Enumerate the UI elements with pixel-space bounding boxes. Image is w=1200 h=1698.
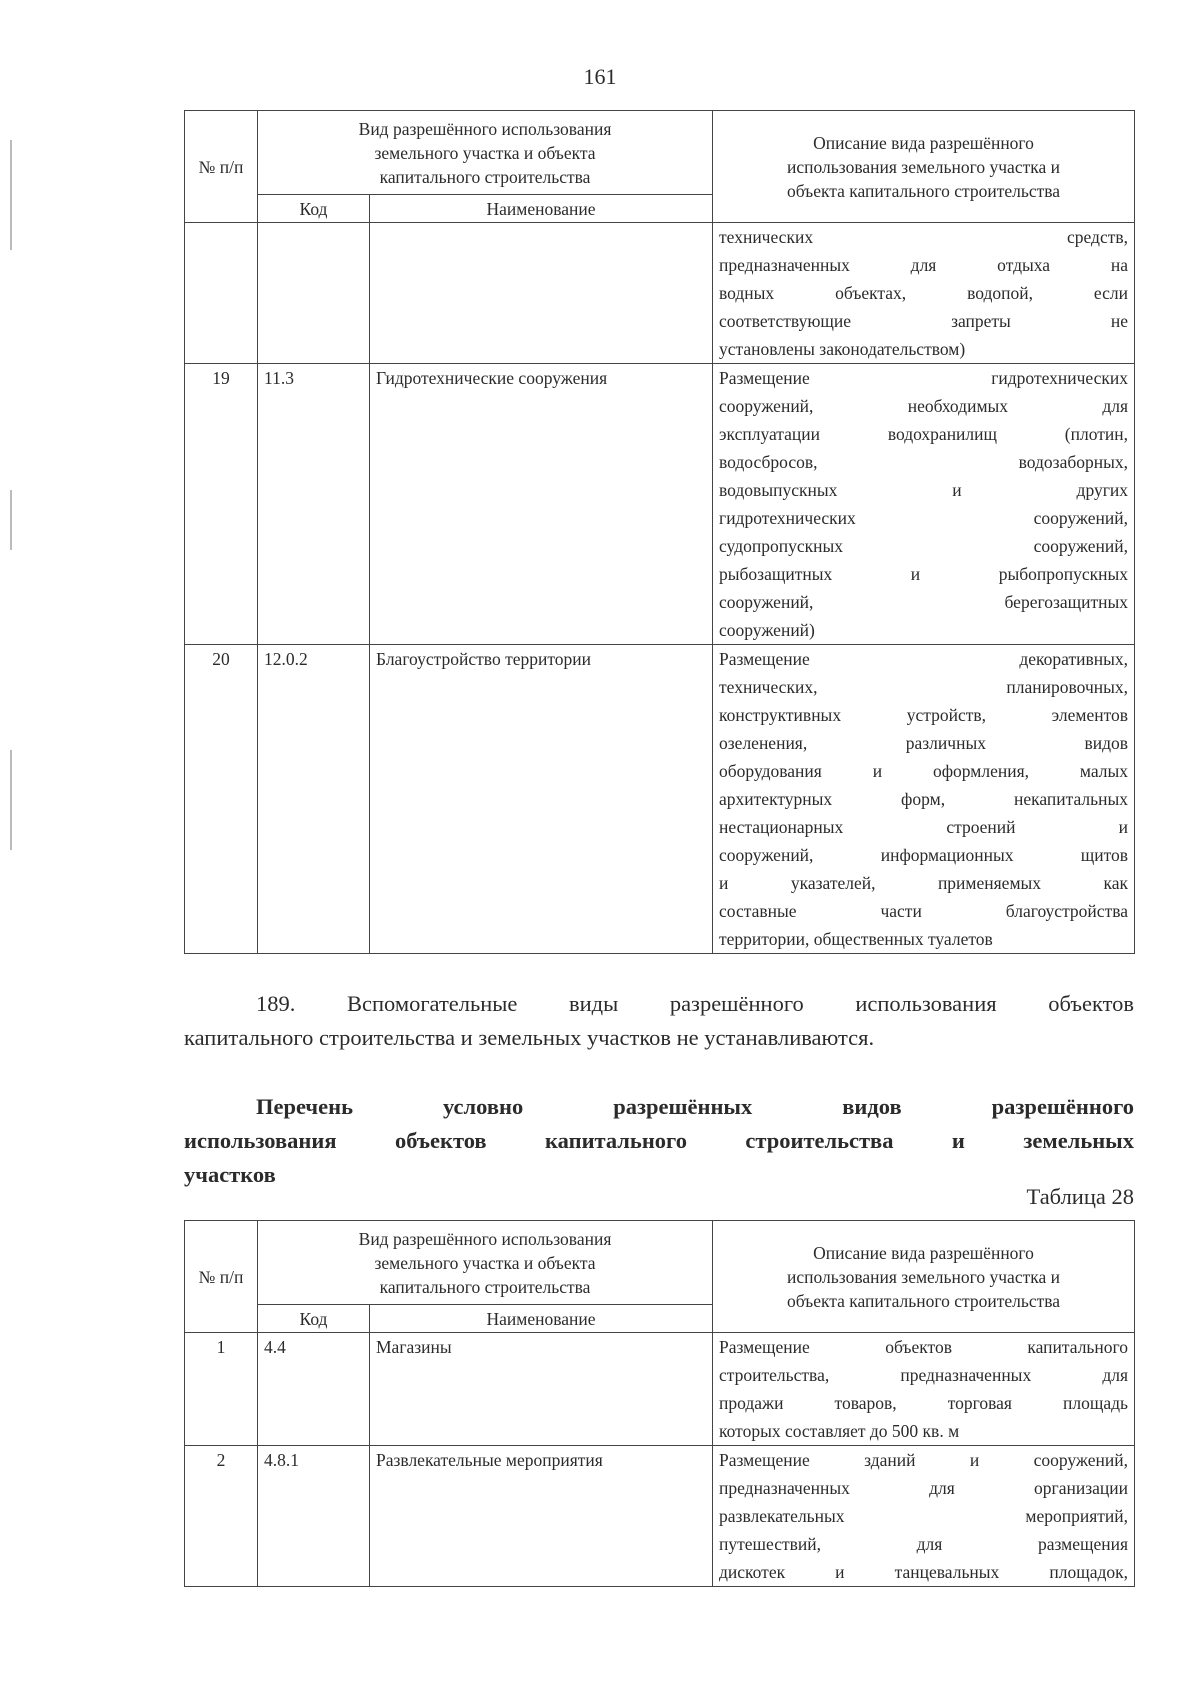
desc-line: установлены законодательством) <box>719 339 966 359</box>
row-num: 19 <box>185 364 258 645</box>
scan-edge-mark <box>10 140 12 250</box>
header-group <box>258 1221 713 1305</box>
desc-line: озеленения, различных видов <box>719 733 1129 753</box>
header-group-line: земельного участка и объекта <box>374 142 596 163</box>
desc-line: технических средств, <box>719 227 1129 247</box>
row-description <box>713 1446 1135 1587</box>
row-num: 1 <box>185 1333 258 1446</box>
desc-line: эксплуатации водохранилищ (плотин, <box>719 424 1129 444</box>
table-row <box>185 645 1135 954</box>
table-row <box>185 1333 1135 1446</box>
scan-edge-mark <box>10 490 12 550</box>
table-caption: Таблица 28 <box>1026 1184 1134 1209</box>
conditional-use-table <box>184 1220 1135 1587</box>
row-name: Благоустройство территории <box>370 645 713 954</box>
header-desc-line: Описание вида разрешённого <box>813 132 1034 153</box>
row-code <box>258 223 370 364</box>
header-desc-line: использования земельного участка и <box>787 1266 1060 1287</box>
header-num: № п/п <box>185 111 258 223</box>
row-num <box>185 223 258 364</box>
desc-line: архитектурных форм, некапитальных <box>719 789 1129 809</box>
row-name <box>370 223 713 364</box>
scan-edge-mark <box>10 750 12 850</box>
desc-line: территории, общественных туалетов <box>719 929 993 949</box>
section-heading <box>184 1090 1134 1192</box>
row-description <box>713 364 1135 645</box>
header-name: Наименование <box>370 1305 713 1333</box>
row-code: 4.8.1 <box>258 1446 370 1587</box>
desc-line: которых составляет до 500 кв. м <box>719 1421 960 1441</box>
header-desc-line: объекта капитального строительства <box>786 180 1061 201</box>
header-group-line: капитального строительства <box>379 166 591 187</box>
row-description <box>713 645 1135 954</box>
heading-line: использования объектов капитального строительства и земельных <box>184 1128 1134 1153</box>
desc-line: предназначенных для организации <box>719 1478 1129 1498</box>
desc-line: рыбозащитных и рыбопропускных <box>719 564 1129 584</box>
row-num: 20 <box>185 645 258 954</box>
row-description <box>713 223 1135 364</box>
desc-line: сооружений, берегозащитных <box>719 592 1129 612</box>
desc-line: водовыпускных и других <box>719 480 1129 500</box>
row-name: Развлекательные мероприятия <box>370 1446 713 1587</box>
table-row <box>185 364 1135 645</box>
row-description <box>713 1333 1135 1446</box>
table-row <box>185 223 1135 364</box>
row-code: 12.0.2 <box>258 645 370 954</box>
desc-line: сооружений, необходимых для <box>719 396 1129 416</box>
row-code: 11.3 <box>258 364 370 645</box>
header-group-line: Вид разрешённого использования <box>358 1228 612 1249</box>
desc-line: гидротехнических сооружений, <box>719 508 1129 528</box>
table-row <box>185 1446 1135 1587</box>
desc-line: сооружений) <box>719 620 815 640</box>
desc-line: Размещение декоративных, <box>719 649 1129 669</box>
header-desc-line: Описание вида разрешённого <box>813 1242 1034 1263</box>
row-code: 4.4 <box>258 1333 370 1446</box>
header-description <box>713 1221 1135 1333</box>
heading-line: участков <box>184 1162 276 1187</box>
desc-line: конструктивных устройств, элементов <box>719 705 1129 725</box>
header-name: Наименование <box>370 195 713 223</box>
header-group-line: земельного участка и объекта <box>374 1252 596 1273</box>
desc-line: судопропускных сооружений, <box>719 536 1129 556</box>
header-code: Код <box>258 195 370 223</box>
header-desc-line: объекта капитального строительства <box>786 1290 1061 1311</box>
desc-line: предназначенных для отдыха на <box>719 255 1129 275</box>
row-name: Магазины <box>370 1333 713 1446</box>
desc-line: водных объектах, водопой, если <box>719 283 1129 303</box>
header-group-line: капитального строительства <box>379 1276 591 1297</box>
header-desc-line: использования земельного участка и <box>787 156 1060 177</box>
desc-line: составные части благоустройства <box>719 901 1129 921</box>
desc-line: технических, планировочных, <box>719 677 1129 697</box>
paragraph-line: 189. Вспомогательные виды разрешённого использования объектов <box>256 991 1134 1016</box>
page-number: 161 <box>583 64 617 89</box>
desc-line: дискотек и танцевальных площадок, <box>719 1562 1129 1582</box>
header-num: № п/п <box>185 1221 258 1333</box>
desc-line: путешествий, для размещения <box>719 1534 1129 1554</box>
desc-line: Размещение зданий и сооружений, <box>719 1450 1129 1470</box>
desc-line: соответствующие запреты не <box>719 311 1129 331</box>
desc-line: и указателей, применяемых как <box>719 873 1129 893</box>
desc-line: Размещение гидротехнических <box>719 368 1129 388</box>
desc-line: продажи товаров, торговая площадь <box>719 1393 1129 1413</box>
desc-line: строительства, предназначенных для <box>719 1365 1129 1385</box>
desc-line: оборудования и оформления, малых <box>719 761 1129 781</box>
desc-line: Размещение объектов капитального <box>719 1337 1129 1357</box>
header-group <box>258 111 713 195</box>
desc-line: сооружений, информационных щитов <box>719 845 1129 865</box>
header-code: Код <box>258 1305 370 1333</box>
paragraph-line: капитального строительства и земельных участков не устанавливаются. <box>184 1025 875 1050</box>
desc-line: развлекательных мероприятий, <box>719 1506 1129 1526</box>
desc-line: нестационарных строений и <box>719 817 1129 837</box>
header-group-line: Вид разрешённого использования <box>358 118 612 139</box>
land-use-table-continued <box>184 110 1135 954</box>
paragraph-189 <box>184 987 1134 1055</box>
row-num: 2 <box>185 1446 258 1587</box>
row-name: Гидротехнические сооружения <box>370 364 713 645</box>
desc-line: водосбросов, водозаборных, <box>719 452 1129 472</box>
header-description <box>713 111 1135 223</box>
heading-line: Перечень условно разрешённых видов разрешённого <box>256 1094 1134 1119</box>
